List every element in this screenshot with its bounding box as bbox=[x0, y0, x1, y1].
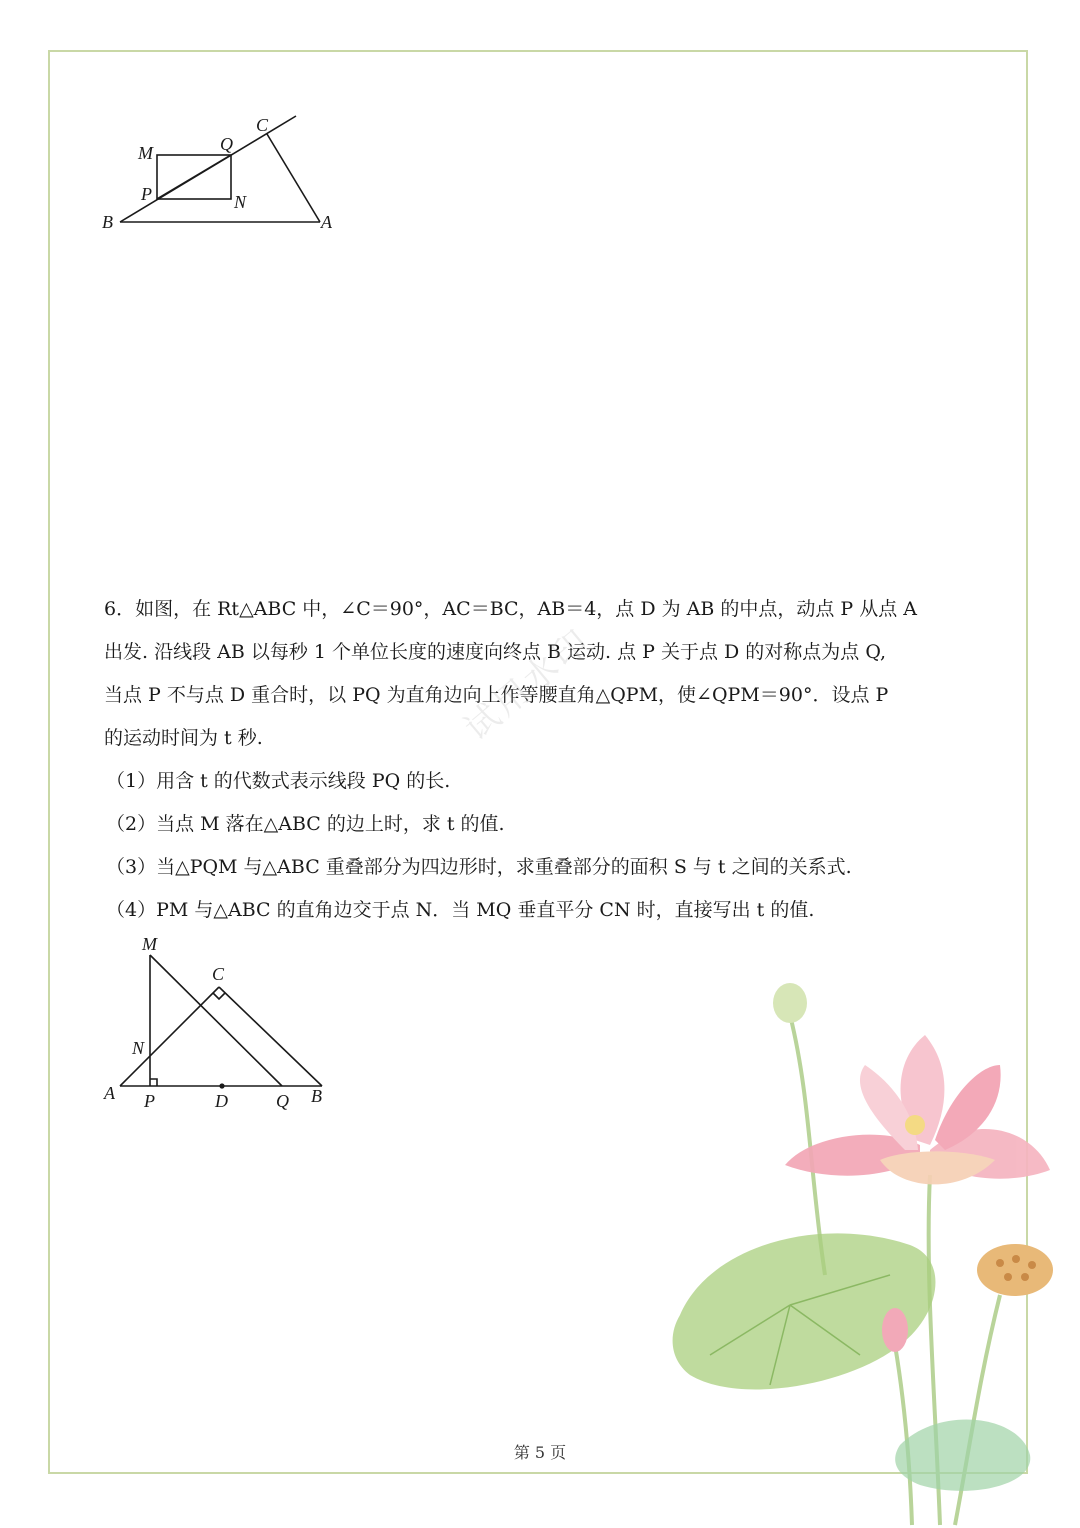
stem-small-bud bbox=[895, 1345, 912, 1525]
part-3: （3）当△PQM 与△ABC 重叠部分为四边形时，求重叠部分的面积 S 与 t 之间的关系式. bbox=[106, 856, 852, 878]
stem-line-1: 6．如图，在 Rt△ABC 中，∠C＝90°，AC＝BC，AB＝4，点 D 为 AB 的中点，动点 P 从点 A bbox=[104, 598, 918, 620]
label-D: D bbox=[215, 1091, 228, 1111]
label-P: P bbox=[141, 184, 152, 204]
figure-q6 bbox=[98, 930, 338, 1115]
lotus-bud bbox=[773, 983, 807, 1023]
pink-bud bbox=[882, 1308, 908, 1352]
stem-line-4: 的运动时间为 t 秒. bbox=[104, 727, 263, 749]
line-A-C bbox=[120, 987, 219, 1086]
label-P: P bbox=[144, 1091, 155, 1111]
right-angle-P bbox=[150, 1079, 157, 1086]
line-C-B bbox=[219, 987, 322, 1086]
lotus-seed-pod bbox=[977, 1244, 1053, 1296]
point-D bbox=[219, 1083, 224, 1088]
label-N: N bbox=[132, 1038, 145, 1058]
label-B: B bbox=[311, 1086, 322, 1106]
stem-line-3: 当点 P 不与点 D 重合时，以 PQ 为直角边向上作等腰直角△QPM，使∠QPM＝90°．设点 P bbox=[104, 684, 889, 706]
figure-top bbox=[96, 108, 332, 238]
label-Q: Q bbox=[220, 134, 233, 154]
stem-line-2: 出发. 沿线段 AB 以每秒 1 个单位长度的速度向终点 B 运动. 点 P 关于点 D 的对称点为点 Q, bbox=[104, 641, 887, 663]
label-C: C bbox=[256, 115, 269, 135]
label-N: N bbox=[234, 192, 247, 212]
label-C: C bbox=[212, 964, 225, 984]
label-M: M bbox=[142, 934, 157, 954]
part-1: （1）用含 t 的代数式表示线段 PQ 的长. bbox=[106, 770, 451, 792]
part-2: （2）当点 M 落在△ABC 的边上时，求 t 的值. bbox=[106, 813, 505, 835]
lotus-flower bbox=[785, 1035, 1050, 1184]
part-4: （4）PM 与△ABC 的直角边交于点 N．当 MQ 垂直平分 CN 时，直接写出 t 的值. bbox=[106, 899, 815, 921]
label-A: A bbox=[321, 212, 332, 232]
right-angle-C bbox=[213, 993, 225, 999]
line-C-A bbox=[267, 134, 320, 222]
watermark: 试用水印 bbox=[457, 620, 600, 749]
label-M: M bbox=[138, 143, 153, 163]
line-P-Q bbox=[157, 155, 231, 199]
label-Q: Q bbox=[276, 1091, 289, 1111]
page-footer: 第 5 页 bbox=[513, 1443, 567, 1462]
label-B: B bbox=[102, 212, 113, 232]
label-A: A bbox=[104, 1083, 115, 1103]
